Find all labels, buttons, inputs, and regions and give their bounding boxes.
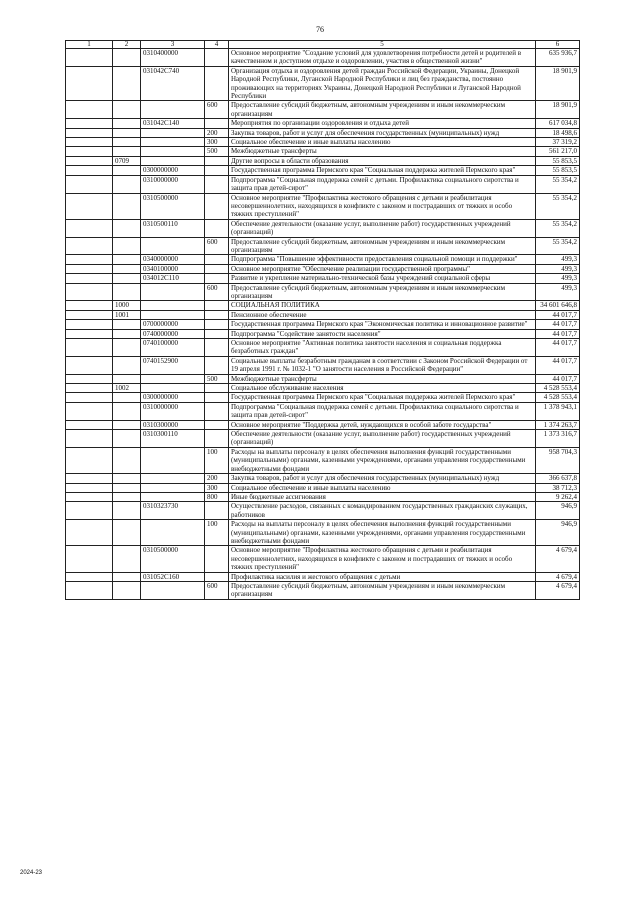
- amount-cell: 18 901,9: [536, 101, 580, 119]
- section-code-cell: [66, 147, 113, 156]
- section-code-cell: [66, 393, 113, 402]
- amount-cell: 4 679,4: [536, 546, 580, 572]
- amount-cell: 4 679,4: [536, 581, 580, 599]
- expense-type-cell: [205, 274, 229, 283]
- section-code-cell: [66, 264, 113, 273]
- table-row: [66, 147, 580, 156]
- table-row: [66, 193, 580, 219]
- target-article-cell: [141, 492, 205, 501]
- section-code-cell: [66, 193, 113, 219]
- table-row: [66, 264, 580, 273]
- expense-type-cell: [205, 572, 229, 581]
- target-article-cell: 031042С140: [141, 119, 205, 128]
- amount-cell: 635 936,7: [536, 49, 580, 67]
- target-article-cell: 034012С110: [141, 274, 205, 283]
- amount-cell: 4 528 553,4: [536, 384, 580, 393]
- subsection-code-cell: [113, 101, 141, 119]
- description-cell: Основное мероприятие "Поддержка детей, нуждающихся в особой заботе государства": [229, 420, 536, 429]
- expense-type-cell: 500: [205, 374, 229, 383]
- expense-type-cell: [205, 264, 229, 273]
- subsection-code-cell: 1001: [113, 310, 141, 319]
- expense-type-cell: [205, 402, 229, 420]
- section-code-cell: [66, 447, 113, 473]
- amount-cell: 44 017,7: [536, 339, 580, 357]
- target-article-cell: 0740100000: [141, 339, 205, 357]
- amount-cell: 1 373 316,7: [536, 430, 580, 448]
- amount-cell: 561 217,0: [536, 147, 580, 156]
- section-code-cell: [66, 572, 113, 581]
- table-row: [66, 237, 580, 255]
- table-row: [66, 101, 580, 119]
- table-row: [66, 49, 580, 67]
- section-code-cell: [66, 283, 113, 301]
- table-row: [66, 474, 580, 483]
- table-row: [66, 430, 580, 448]
- target-article-cell: [141, 447, 205, 473]
- amount-cell: 44 017,7: [536, 329, 580, 338]
- target-article-cell: [141, 301, 205, 310]
- table-row: [66, 356, 580, 374]
- target-article-cell: 0310500000: [141, 193, 205, 219]
- section-code-cell: [66, 546, 113, 572]
- section-code-cell: [66, 237, 113, 255]
- table-row: [66, 502, 580, 520]
- target-article-cell: 0310000000: [141, 175, 205, 193]
- description-cell: Закупка товаров, работ и услуг для обеспечения государственных (муниципальных) нужд: [229, 474, 536, 483]
- column-header: 4: [205, 41, 229, 49]
- section-code-cell: [66, 320, 113, 329]
- page-number: 76: [316, 25, 324, 34]
- table-row: [66, 329, 580, 338]
- target-article-cell: 0700000000: [141, 320, 205, 329]
- description-cell: Обеспечение деятельности (оказание услуг, выполнение работ) государственных учреждений (организаций): [229, 219, 536, 237]
- amount-cell: 38 712,3: [536, 483, 580, 492]
- section-code-cell: [66, 384, 113, 393]
- budget-table: [65, 40, 580, 600]
- subsection-code-cell: [113, 320, 141, 329]
- amount-cell: 44 017,7: [536, 374, 580, 383]
- target-article-cell: [141, 520, 205, 546]
- subsection-code-cell: 0709: [113, 156, 141, 165]
- amount-cell: 55 354,2: [536, 193, 580, 219]
- description-cell: Основное мероприятие "Профилактика жестокого обращения с детьми и реабилитация несовершеннолетних, находящихся в конфликте с законом и пострадавших от тяжких и особо тяжких преступлений": [229, 546, 536, 572]
- subsection-code-cell: [113, 393, 141, 402]
- column-header: 3: [141, 41, 205, 49]
- description-cell: Расходы на выплаты персоналу в целях обеспечения выполнения функций государственными (муниципальными) органами, казенными учреждениями, органами управления государственными внебюджетными фондами: [229, 447, 536, 473]
- target-article-cell: 0310300000: [141, 420, 205, 429]
- table-row: [66, 301, 580, 310]
- target-article-cell: 0300000000: [141, 166, 205, 175]
- table-row: [66, 166, 580, 175]
- table-row: [66, 420, 580, 429]
- target-article-cell: [141, 101, 205, 119]
- expense-type-cell: [205, 339, 229, 357]
- amount-cell: 1 378 943,1: [536, 402, 580, 420]
- subsection-code-cell: [113, 492, 141, 501]
- section-code-cell: [66, 175, 113, 193]
- section-code-cell: [66, 374, 113, 383]
- target-article-cell: 031042С740: [141, 66, 205, 101]
- target-article-cell: [141, 237, 205, 255]
- amount-cell: 946,9: [536, 520, 580, 546]
- description-cell: Основное мероприятие "Активная политика занятости населения и социальная поддержка безработных граждан": [229, 339, 536, 357]
- expense-type-cell: [205, 329, 229, 338]
- section-code-cell: [66, 119, 113, 128]
- description-cell: Государственная программа Пермского края "Экономическая политика и инновационное развитие": [229, 320, 536, 329]
- section-code-cell: [66, 138, 113, 147]
- target-article-cell: [141, 138, 205, 147]
- table-row: [66, 156, 580, 165]
- subsection-code-cell: 1002: [113, 384, 141, 393]
- amount-cell: 18 498,6: [536, 128, 580, 137]
- table-row: [66, 339, 580, 357]
- table-row: [66, 175, 580, 193]
- section-code-cell: [66, 430, 113, 448]
- target-article-cell: 0310400000: [141, 49, 205, 67]
- subsection-code-cell: [113, 138, 141, 147]
- description-cell: Предоставление субсидий бюджетным, автономным учреждениям и иным некоммерческим организациям: [229, 101, 536, 119]
- description-cell: Осуществление расходов, связанных с командированием государственных гражданских служащих, работников: [229, 502, 536, 520]
- description-cell: Обеспечение деятельности (оказание услуг, выполнение работ) государственных учреждений (организаций): [229, 430, 536, 448]
- table-row: [66, 219, 580, 237]
- subsection-code-cell: [113, 420, 141, 429]
- target-article-cell: 0340000000: [141, 255, 205, 264]
- expense-type-cell: [205, 255, 229, 264]
- subsection-code-cell: [113, 119, 141, 128]
- expense-type-cell: 300: [205, 138, 229, 147]
- amount-cell: 34 601 646,8: [536, 301, 580, 310]
- description-cell: Основное мероприятие "Обеспечение реализации государственной программы": [229, 264, 536, 273]
- section-code-cell: [66, 255, 113, 264]
- section-code-cell: [66, 402, 113, 420]
- expense-type-cell: [205, 66, 229, 101]
- description-cell: Социальное обслуживание населения: [229, 384, 536, 393]
- table-row: [66, 581, 580, 599]
- subsection-code-cell: [113, 264, 141, 273]
- subsection-code-cell: [113, 175, 141, 193]
- description-cell: Развитие и укрепление материально-технической базы учреждений социальной сферы: [229, 274, 536, 283]
- expense-type-cell: [205, 393, 229, 402]
- table-row: [66, 138, 580, 147]
- subsection-code-cell: [113, 430, 141, 448]
- description-cell: Основное мероприятие "Создание условий для удовлетворения потребности детей и родителей в качественном и доступном отдыхе и оздоровлении, участия в общественной жизни": [229, 49, 536, 67]
- table-row: [66, 447, 580, 473]
- section-code-cell: [66, 101, 113, 119]
- target-article-cell: [141, 283, 205, 301]
- expense-type-cell: 100: [205, 447, 229, 473]
- section-code-cell: [66, 581, 113, 599]
- subsection-code-cell: [113, 66, 141, 101]
- description-cell: Предоставление субсидий бюджетным, автономным учреждениям и иным некоммерческим организациям: [229, 283, 536, 301]
- subsection-code-cell: [113, 581, 141, 599]
- description-cell: Подпрограмма "Содействие занятости населения": [229, 329, 536, 338]
- subsection-code-cell: [113, 520, 141, 546]
- expense-type-cell: 600: [205, 283, 229, 301]
- amount-cell: 499,3: [536, 255, 580, 264]
- description-cell: Подпрограмма "Социальная поддержка семей с детьми. Профилактика социального сиротства и защита прав детей-сирот": [229, 175, 536, 193]
- amount-cell: 4 528 553,4: [536, 393, 580, 402]
- subsection-code-cell: [113, 483, 141, 492]
- expense-type-cell: [205, 502, 229, 520]
- description-cell: Межбюджетные трансферты: [229, 147, 536, 156]
- expense-type-cell: [205, 119, 229, 128]
- target-article-cell: [141, 147, 205, 156]
- subsection-code-cell: [113, 255, 141, 264]
- subsection-code-cell: [113, 219, 141, 237]
- amount-cell: 946,9: [536, 502, 580, 520]
- description-cell: Предоставление субсидий бюджетным, автономным учреждениям и иным некоммерческим организациям: [229, 581, 536, 599]
- description-cell: Социальное обеспечение и иные выплаты населению: [229, 138, 536, 147]
- expense-type-cell: 300: [205, 483, 229, 492]
- description-cell: Социальные выплаты безработным гражданам в соответствии с Законом Российской Федерации от 19 апреля 1991 г. № 1032-1 "О занятости населения в Российской Федерации": [229, 356, 536, 374]
- expense-type-cell: [205, 49, 229, 67]
- table-row: [66, 66, 580, 101]
- target-article-cell: 0340100000: [141, 264, 205, 273]
- amount-cell: 44 017,7: [536, 320, 580, 329]
- expense-type-cell: [205, 301, 229, 310]
- amount-cell: 499,3: [536, 283, 580, 301]
- section-code-cell: [66, 310, 113, 319]
- section-code-cell: [66, 166, 113, 175]
- expense-type-cell: [205, 356, 229, 374]
- subsection-code-cell: [113, 572, 141, 581]
- section-code-cell: [66, 49, 113, 67]
- target-article-cell: [141, 474, 205, 483]
- description-cell: СОЦИАЛЬНАЯ ПОЛИТИКА: [229, 301, 536, 310]
- table-row: [66, 274, 580, 283]
- amount-cell: 55 354,2: [536, 175, 580, 193]
- target-article-cell: 031052С160: [141, 572, 205, 581]
- section-code-cell: [66, 492, 113, 501]
- table-row: [66, 483, 580, 492]
- expense-type-cell: 600: [205, 237, 229, 255]
- subsection-code-cell: [113, 329, 141, 338]
- target-article-cell: [141, 156, 205, 165]
- description-cell: Организация отдыха и оздоровления детей граждан Российской Федерации, Украины, Донецкой Народной Республики, Луганской Народной Республики и лиц без гражданства, постоянно проживающих на территориях Украины, Донецкой Народной Республики и Луганской Народной Республики: [229, 66, 536, 101]
- table-row: [66, 255, 580, 264]
- table-row: [66, 310, 580, 319]
- expense-type-cell: 600: [205, 101, 229, 119]
- expense-type-cell: [205, 219, 229, 237]
- target-article-cell: 0310500110: [141, 219, 205, 237]
- expense-type-cell: 800: [205, 492, 229, 501]
- expense-type-cell: [205, 420, 229, 429]
- expense-type-cell: 200: [205, 128, 229, 137]
- column-header: 6: [536, 41, 580, 49]
- table-row: [66, 384, 580, 393]
- expense-type-cell: 200: [205, 474, 229, 483]
- table-row: [66, 374, 580, 383]
- amount-cell: 55 354,2: [536, 237, 580, 255]
- subsection-code-cell: [113, 283, 141, 301]
- description-cell: Подпрограмма "Социальная поддержка семей с детьми. Профилактика социального сиротства и защита прав детей-сирот": [229, 402, 536, 420]
- description-cell: Предоставление субсидий бюджетным, автономным учреждениям и иным некоммерческим организациям: [229, 237, 536, 255]
- section-code-cell: [66, 502, 113, 520]
- amount-cell: 366 637,8: [536, 474, 580, 483]
- amount-cell: 9 262,4: [536, 492, 580, 501]
- section-code-cell: [66, 128, 113, 137]
- target-article-cell: 0310300110: [141, 430, 205, 448]
- expense-type-cell: [205, 546, 229, 572]
- description-cell: Профилактика насилия и жестокого обращения с детьми: [229, 572, 536, 581]
- amount-cell: 55 853,5: [536, 166, 580, 175]
- description-cell: Мероприятия по организации оздоровления и отдыха детей: [229, 119, 536, 128]
- target-article-cell: 0310000000: [141, 402, 205, 420]
- table-row: [66, 402, 580, 420]
- description-cell: Подпрограмма "Повышение эффективности предоставления социальной помощи и поддержки": [229, 255, 536, 264]
- target-article-cell: 0740000000: [141, 329, 205, 338]
- section-code-cell: [66, 274, 113, 283]
- table-row: [66, 520, 580, 546]
- amount-cell: 4 679,4: [536, 572, 580, 581]
- subsection-code-cell: [113, 193, 141, 219]
- section-code-cell: [66, 520, 113, 546]
- expense-type-cell: [205, 320, 229, 329]
- expense-type-cell: [205, 193, 229, 219]
- subsection-code-cell: [113, 546, 141, 572]
- subsection-code-cell: [113, 49, 141, 67]
- subsection-code-cell: [113, 402, 141, 420]
- subsection-code-cell: [113, 339, 141, 357]
- section-code-cell: [66, 301, 113, 310]
- subsection-code-cell: [113, 237, 141, 255]
- target-article-cell: 0310500000: [141, 546, 205, 572]
- table-header-row: [66, 41, 580, 49]
- column-header: 5: [229, 41, 536, 49]
- expense-type-cell: [205, 156, 229, 165]
- description-cell: Государственная программа Пермского края "Социальная поддержка жителей Пермского края": [229, 166, 536, 175]
- subsection-code-cell: [113, 502, 141, 520]
- amount-cell: 617 034,8: [536, 119, 580, 128]
- subsection-code-cell: [113, 374, 141, 383]
- subsection-code-cell: [113, 128, 141, 137]
- expense-type-cell: [205, 384, 229, 393]
- subsection-code-cell: [113, 147, 141, 156]
- amount-cell: 44 017,7: [536, 356, 580, 374]
- description-cell: Иные бюджетные ассигнования: [229, 492, 536, 501]
- section-code-cell: [66, 474, 113, 483]
- target-article-cell: 0740152900: [141, 356, 205, 374]
- target-article-cell: [141, 483, 205, 492]
- amount-cell: 499,3: [536, 264, 580, 273]
- footer-code: 2024-23: [20, 870, 43, 876]
- expense-type-cell: 600: [205, 581, 229, 599]
- section-code-cell: [66, 66, 113, 101]
- section-code-cell: [66, 483, 113, 492]
- table-row: [66, 393, 580, 402]
- description-cell: Основное мероприятие "Профилактика жестокого обращения с детьми и реабилитация несовершеннолетних, находящихся в конфликте с законом и пострадавших от тяжких и особо тяжких преступлений": [229, 193, 536, 219]
- section-code-cell: [66, 156, 113, 165]
- description-cell: Социальное обеспечение и иные выплаты населению: [229, 483, 536, 492]
- subsection-code-cell: [113, 474, 141, 483]
- section-code-cell: [66, 219, 113, 237]
- description-cell: Пенсионное обеспечение: [229, 310, 536, 319]
- amount-cell: 44 017,7: [536, 310, 580, 319]
- table-row: [66, 283, 580, 301]
- amount-cell: 37 319,2: [536, 138, 580, 147]
- amount-cell: 18 901,9: [536, 66, 580, 101]
- description-cell: Расходы на выплаты персоналу в целях обеспечения выполнения функций государственными (муниципальными) органами, казенными учреждениями, органами управления государственными внебюджетными фондами: [229, 520, 536, 546]
- description-cell: Другие вопросы в области образования: [229, 156, 536, 165]
- column-header: 2: [113, 41, 141, 49]
- target-article-cell: [141, 310, 205, 319]
- subsection-code-cell: [113, 447, 141, 473]
- target-article-cell: [141, 581, 205, 599]
- expense-type-cell: [205, 430, 229, 448]
- table-row: [66, 572, 580, 581]
- subsection-code-cell: [113, 356, 141, 374]
- section-code-cell: [66, 420, 113, 429]
- expense-type-cell: [205, 166, 229, 175]
- table-row: [66, 320, 580, 329]
- expense-type-cell: 500: [205, 147, 229, 156]
- subsection-code-cell: [113, 166, 141, 175]
- target-article-cell: 0310323730: [141, 502, 205, 520]
- amount-cell: 1 374 263,7: [536, 420, 580, 429]
- section-code-cell: [66, 329, 113, 338]
- subsection-code-cell: 1000: [113, 301, 141, 310]
- description-cell: Закупка товаров, работ и услуг для обеспечения государственных (муниципальных) нужд: [229, 128, 536, 137]
- target-article-cell: [141, 128, 205, 137]
- description-cell: Государственная программа Пермского края "Социальная поддержка жителей Пермского края": [229, 393, 536, 402]
- table-row: [66, 119, 580, 128]
- amount-cell: 55 853,5: [536, 156, 580, 165]
- subsection-code-cell: [113, 274, 141, 283]
- column-header: 1: [66, 41, 113, 49]
- expense-type-cell: [205, 175, 229, 193]
- target-article-cell: [141, 374, 205, 383]
- description-cell: Межбюджетные трансферты: [229, 374, 536, 383]
- expense-type-cell: [205, 310, 229, 319]
- amount-cell: 55 354,2: [536, 219, 580, 237]
- amount-cell: 958 704,3: [536, 447, 580, 473]
- target-article-cell: 0300000000: [141, 393, 205, 402]
- table-row: [66, 492, 580, 501]
- target-article-cell: [141, 384, 205, 393]
- section-code-cell: [66, 356, 113, 374]
- table-row: [66, 546, 580, 572]
- table-row: [66, 128, 580, 137]
- section-code-cell: [66, 339, 113, 357]
- expense-type-cell: 100: [205, 520, 229, 546]
- amount-cell: 499,3: [536, 274, 580, 283]
